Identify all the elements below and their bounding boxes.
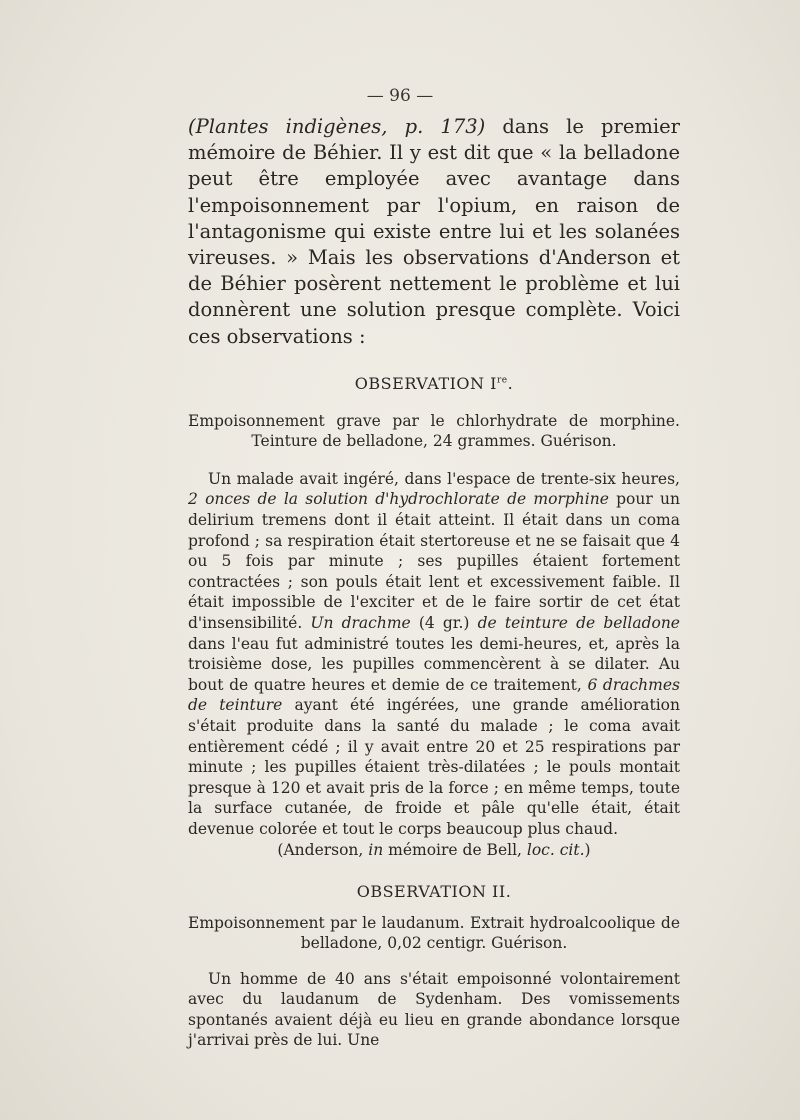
observation-1-text: Un malade avait ingéré, dans l'espace de trente-six heures, 2 onces de la solution d'hydrochlorate de morphine pour un delirium tremens dont il était atteint. Il était dans un coma profond ; sa respiration était stertoreuse et ne se faisait que 4 ou 5 fois par minute ; ses pupilles étaient fortement contractées ; son pouls était lent et excessivement faible. Il était impossible de l'exciter et de le faire sortir de cet état d'insensibilité. Un drachme (4 gr.) de teinture de belladone dans l'eau fut administré toutes les demi-heures, et, après la troisième dose, les pupilles commencèrent à se dilater. Au bout de quatre heures et demie de ce traitement, 6 drachmes de teinture ayant été ingérées, une grande amélioration s'était produite dans la santé du malade ; le coma avait entièrement cédé ; il y avait entre 20 et 25 respirations par minute ; les pupilles étaient très-dilatées ; le pouls montait presque à 120 et avait pris de la force ; en même temps, toute la surface cutanée, de froide et pâle qu'elle était, était devenue colorée et tout le corps beaucoup plus chaud. (188, 469, 680, 838)
title-superscript: re (496, 375, 508, 386)
observation-1-subtitle: Empoisonnement grave par le chlorhydrate de morphine. Teinture de belladone, 24 grammes. Guérison. (188, 411, 680, 450)
observation-1-title: OBSERVATION Ire. (354, 373, 514, 393)
citation-plantes: (Plantes indigènes, p. 173) (188, 115, 486, 138)
intro-paragraph (188, 114, 680, 350)
observation-2-subtitle: Empoisonnement par le laudanum. Extrait hydroalcoolique de belladone, 0,02 centigr. Guérison. (188, 913, 680, 952)
observation-2-text: Un homme de 40 ans s'était empoisonné volontairement avec du laudanum de Sydenham. Des vomissements spontanés avaient déjà eu lieu en grande abondance lorsque j'arrivai près de lui. Une (188, 969, 680, 1050)
page-number: — 96 — (366, 86, 434, 106)
intro-text: dans le premier mémoire de Béhier. Il y est dit que « la belladone peut être employée avec avantage dans l'empoisonnement par l'opium, en raison de l'antagonisme qui existe entre lui et les solanées vireuses. » Mais les observations d'Anderson et de Béhier posèrent nettement le problème et lui donnèrent une solution presque complète. Voici ces observations : (188, 115, 680, 348)
page-body (188, 114, 680, 1051)
observation-1-citation: (Anderson, in mémoire de Bell, loc. cit.) (277, 840, 591, 859)
observation-2-title: OBSERVATION II. (356, 881, 512, 901)
